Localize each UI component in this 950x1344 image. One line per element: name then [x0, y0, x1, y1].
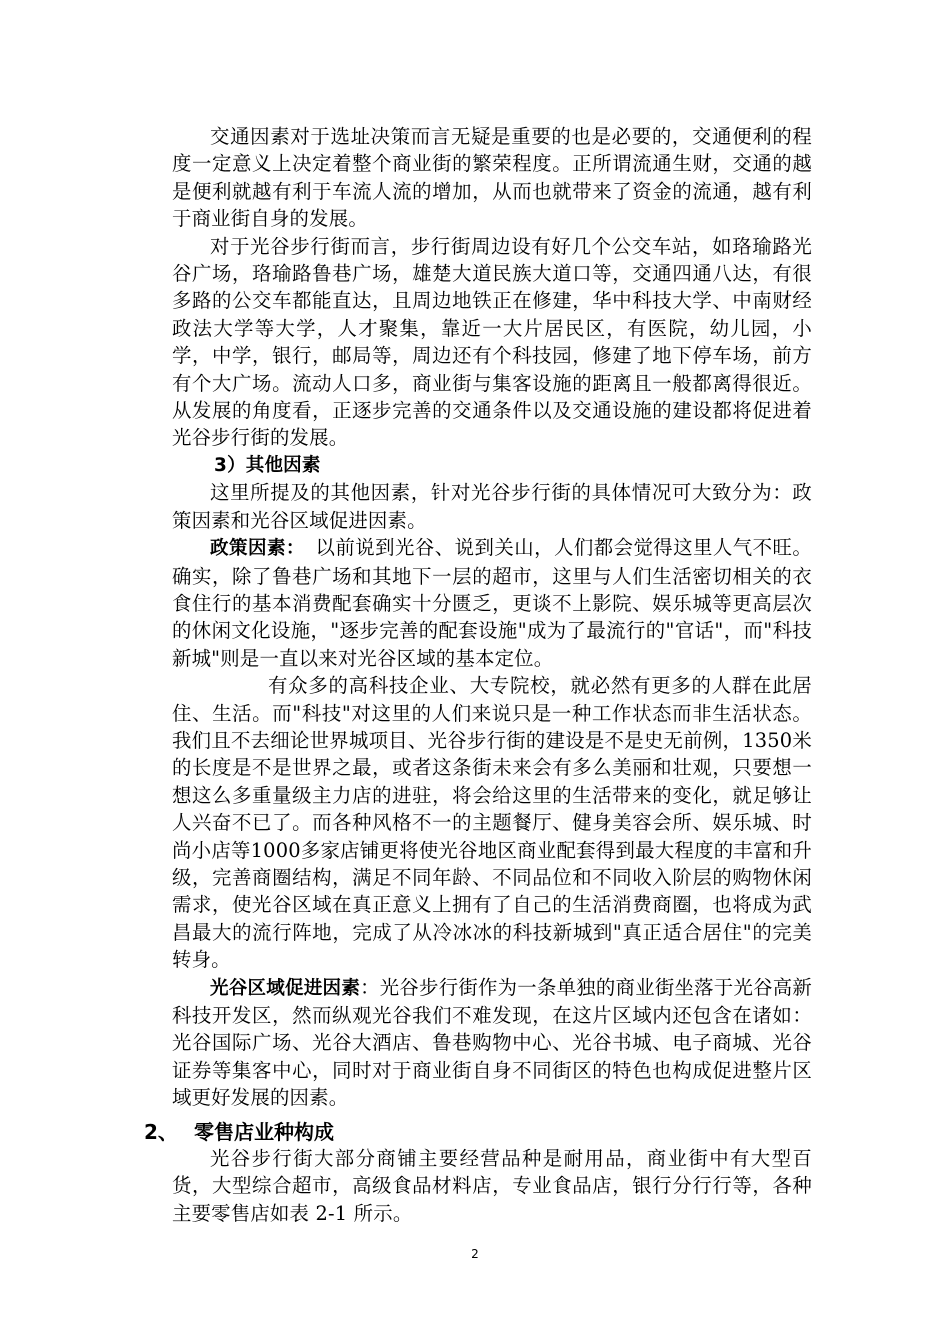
paragraph-other-factors: 这里所提及的其他因素，针对光谷步行街的具体情况可大致分为：政策因素和光谷区域促进因素。	[172, 481, 812, 532]
paragraph-policy-factor	[172, 534, 812, 672]
section-number: 2、	[144, 1120, 178, 1144]
section-heading	[144, 1118, 334, 1146]
section-title: 零售店业种构成	[194, 1120, 334, 1144]
subheading-other-factors: 3）其他因素	[214, 454, 321, 476]
page-number: 2	[471, 1247, 479, 1261]
region-factor-text: ：光谷步行街作为一条单独的商业街坐落于光谷高新科技开发区，然而纵观光谷我们不难发现，在这片区域内还包含在诸如：光谷国际广场、光谷大酒店、鲁巷购物中心、光谷书城、电子商城、光谷证券等集客中心，同时对于商业街自身不同街区的特色也构成促进整片区域更好发展的因素。	[172, 975, 812, 1110]
paragraph-traffic-factor: 交通因素对于选址决策而言无疑是重要的也是必要的，交通便利的程度一定意义上决定着整个商业街的繁荣程度。正所谓流通生财，交通的越是便利就越有利于车流人流的增加，从而也就带来了资金的流通，越有利于商业街自身的发展。	[172, 125, 812, 231]
policy-factor-label: 政策因素：	[210, 538, 296, 560]
paragraph-region-factor	[172, 974, 812, 1112]
region-factor-label: 光谷区域促进因素	[210, 977, 361, 999]
body-text	[172, 123, 812, 1112]
section-body	[172, 1145, 812, 1227]
paragraph-tech-city: 有众多的高科技企业、大专院校，就必然有更多的人群在此居住、生活。而"科技"对这里的人们来说只是一种工作状态而非生活状态。我们且不去细论世界城项目、光谷步行街的建设是不是史无前例，1350米的长度是不是世界之最，或者这条街未来会有多么美丽和壮观，只要想一想这么多重量级主力店的进驻，将会给这里的生活带来的变化，就足够让人兴奋不已了。而各种风格不一的主题餐厅、健身美容会所、娱乐城、时尚小店等1000多家店铺更将使光谷地区商业配套得到最大程度的丰富和升级，完善商圈结构，满足不同年龄、不同品位和不同收入阶层的购物休闲需求，使光谷区域在真正意义上拥有了自己的生活消费商圈，也将成为武昌最大的流行阵地，完成了从冷冰冰的科技新城到"真正适合居住"的完美转身。	[172, 674, 812, 972]
paragraph-guanggu-traffic: 对于光谷步行街而言，步行街周边设有好几个公交车站，如珞瑜路光谷广场，珞瑜路鲁巷广场，雄楚大道民族大道口等，交通四通八达，有很多路的公交车都能直达，且周边地铁正在修建，华中科技大学、中南财经政法大学等大学，人才聚集，靠近一大片居民区，有医院，幼儿园，小学，中学，银行，邮局等，周边还有个科技园，修建了地下停车场，前方有个大广场。流动人口多，商业街与集客设施的距离且一般都离得很近。从发展的角度看，正逐步完善的交通条件以及交通设施的建设都将促进着光谷步行街的发展。	[172, 234, 812, 450]
paragraph-retail-composition: 光谷步行街大部分商铺主要经营品种是耐用品，商业街中有大型百货，大型综合超市，高级食品材料店，专业食品店，银行分行行等，各种主要零售店如表 2-1 所示。	[172, 1147, 812, 1225]
policy-factor-text: 以前说到光谷、说到关山，人们都会觉得这里人气不旺。确实，除了鲁巷广场和其地下一层的超市，这里与人们生活密切相关的衣食住行的基本消费配套确实十分匮乏，更谈不上影院、娱乐城等更高层次的休闲文化设施，"逐步完善的配套设施"成为了最流行的"官话"，而"科技新城"则是一直以来对光谷区域的基本定位。	[172, 536, 812, 670]
